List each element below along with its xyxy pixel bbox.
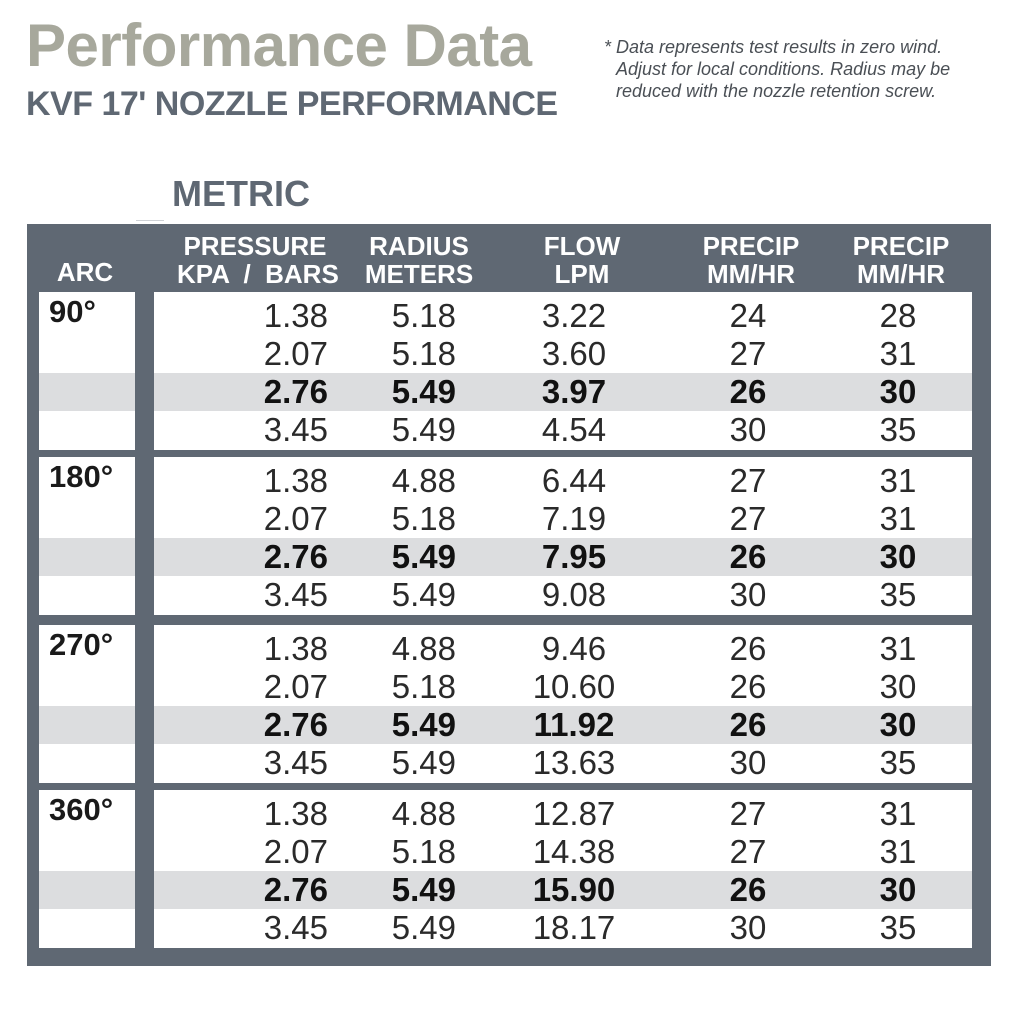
row-highlight <box>39 871 135 909</box>
radius-cell: 5.49 <box>391 909 456 946</box>
pressure-cell: 2.76 <box>263 706 328 743</box>
precip-triangle-cell: 30 <box>879 538 917 575</box>
pressure-cell: 2.07 <box>263 500 328 537</box>
row-highlight <box>39 706 135 744</box>
pressure-cell: 1.38 <box>263 297 328 334</box>
flow-cell: 13.63 <box>532 744 616 781</box>
radius-cell: 5.18 <box>391 335 456 372</box>
radius-cell: 4.88 <box>391 630 456 667</box>
pressure-cell: 1.38 <box>263 462 328 499</box>
radius-cell: 5.18 <box>391 297 456 334</box>
table-row <box>154 297 972 335</box>
header-precip-square: PRECIP MM/HR <box>683 232 819 316</box>
precip-triangle-cell: 28 <box>879 297 917 334</box>
pressure-cell: 2.76 <box>263 871 328 908</box>
radius-cell: 5.18 <box>391 500 456 537</box>
header-flow: FLOW LPM <box>543 231 621 289</box>
precip-square-cell: 26 <box>729 630 767 667</box>
pressure-cell: 2.07 <box>263 335 328 372</box>
precip-triangle-cell: 30 <box>879 706 917 743</box>
precip-triangle-cell: 35 <box>879 411 917 448</box>
precip-square-cell: 26 <box>729 706 767 743</box>
precip-square-cell: 30 <box>729 909 767 946</box>
pressure-cell: 3.45 <box>263 576 328 613</box>
table-row <box>154 706 972 744</box>
precip-triangle-cell: 35 <box>879 909 917 946</box>
arc-label: 180° <box>49 459 114 494</box>
table-row <box>154 373 972 411</box>
radius-cell: 5.49 <box>391 744 456 781</box>
table-row <box>154 871 972 909</box>
precip-square-cell: 27 <box>729 833 767 870</box>
radius-cell: 5.49 <box>391 411 456 448</box>
radius-cell: 5.18 <box>391 668 456 705</box>
precip-triangle-cell: 30 <box>879 373 917 410</box>
header-radius: RADIUS METERS <box>364 231 474 289</box>
precip-square-cell: 26 <box>729 373 767 410</box>
flow-cell: 6.44 <box>541 462 607 499</box>
footnote <box>604 36 1014 102</box>
radius-cell: 4.88 <box>391 795 456 832</box>
precip-triangle-cell: 35 <box>879 576 917 613</box>
flow-cell: 11.92 <box>533 706 615 743</box>
table-row <box>154 500 972 538</box>
flow-cell: 3.60 <box>541 335 607 372</box>
flow-cell: 7.95 <box>541 538 607 575</box>
flow-cell: 9.08 <box>541 576 607 613</box>
pressure-cell: 1.38 <box>263 630 328 667</box>
flow-cell: 3.97 <box>541 373 607 410</box>
precip-triangle-cell: 31 <box>879 833 917 870</box>
arc-cell <box>39 457 135 615</box>
row-highlight <box>39 373 135 411</box>
arc-label: 90° <box>49 294 96 329</box>
header-arc: ARC <box>56 257 114 287</box>
header-divider <box>136 220 164 221</box>
pressure-cell: 3.45 <box>263 909 328 946</box>
radius-cell: 5.18 <box>391 833 456 870</box>
pressure-cell: 3.45 <box>263 411 328 448</box>
table-row <box>154 833 972 871</box>
arc-label: 360° <box>49 792 114 827</box>
data-group <box>154 292 972 450</box>
precip-triangle-cell: 31 <box>879 795 917 832</box>
footnote-line: * Data represents test results in zero wind. <box>604 37 943 57</box>
footnote-line: Adjust for local conditions. Radius may be <box>616 59 951 79</box>
flow-cell: 18.17 <box>532 909 616 946</box>
table-row <box>154 576 972 614</box>
performance-table <box>27 224 991 966</box>
flow-cell: 12.87 <box>532 795 616 832</box>
flow-cell: 15.90 <box>532 871 616 908</box>
page-subtitle: KVF 17' NOZZLE PERFORMANCE <box>26 85 558 123</box>
pressure-cell: 2.76 <box>263 373 328 410</box>
radius-cell: 5.49 <box>391 576 456 613</box>
precip-square-cell: 24 <box>729 297 767 334</box>
data-group <box>154 457 972 615</box>
arc-cell <box>39 790 135 948</box>
precip-square-cell: 26 <box>729 871 767 908</box>
precip-square-cell: 27 <box>729 795 767 832</box>
precip-square-cell: 30 <box>729 576 767 613</box>
table-row <box>154 909 972 947</box>
arc-label: 270° <box>49 627 114 662</box>
flow-cell: 4.54 <box>541 411 607 448</box>
precip-square-cell: 30 <box>729 411 767 448</box>
table-row <box>154 538 972 576</box>
table-row <box>154 462 972 500</box>
precip-square-cell: 27 <box>729 462 767 499</box>
precip-triangle-cell: 30 <box>879 668 917 705</box>
data-group <box>154 625 972 783</box>
flow-cell: 10.60 <box>532 668 616 705</box>
table-row <box>154 744 972 782</box>
precip-triangle-cell: 31 <box>879 462 917 499</box>
pressure-cell: 2.07 <box>263 668 328 705</box>
precip-square-cell: 27 <box>729 500 767 537</box>
page-title: Performance Data <box>26 12 532 79</box>
radius-cell: 4.88 <box>391 462 456 499</box>
pressure-cell: 1.38 <box>263 795 328 832</box>
precip-triangle-cell: 31 <box>879 500 917 537</box>
precip-triangle-cell: 31 <box>879 630 917 667</box>
table-row <box>154 411 972 449</box>
precip-square-cell: 26 <box>729 668 767 705</box>
flow-cell: 9.46 <box>541 630 607 667</box>
precip-triangle-cell: 30 <box>879 871 917 908</box>
unit-system-label: METRIC <box>172 173 310 214</box>
flow-cell: 7.19 <box>541 500 607 537</box>
header-pressure: PRESSURE KPA / BARS <box>177 231 339 289</box>
table-row <box>154 630 972 668</box>
radius-cell: 5.49 <box>391 538 456 575</box>
data-group <box>154 790 972 948</box>
precip-square-cell: 27 <box>729 335 767 372</box>
table-row <box>154 668 972 706</box>
table-row <box>154 335 972 373</box>
table-row <box>154 795 972 833</box>
pressure-cell: 2.76 <box>263 538 328 575</box>
header-precip-triangle: PRECIP MM/HR <box>833 232 969 316</box>
arc-cell <box>39 292 135 450</box>
radius-cell: 5.49 <box>391 373 456 410</box>
footnote-line: reduced with the nozzle retention screw. <box>616 81 937 101</box>
flow-cell: 14.38 <box>532 833 616 870</box>
precip-triangle-cell: 31 <box>879 335 917 372</box>
pressure-cell: 2.07 <box>263 833 328 870</box>
radius-cell: 5.49 <box>391 706 456 743</box>
row-highlight <box>39 538 135 576</box>
arc-cell <box>39 625 135 783</box>
pressure-cell: 3.45 <box>263 744 328 781</box>
precip-square-cell: 26 <box>729 538 767 575</box>
flow-cell: 3.22 <box>541 297 607 334</box>
radius-cell: 5.49 <box>391 871 456 908</box>
precip-square-cell: 30 <box>729 744 767 781</box>
precip-triangle-cell: 35 <box>879 744 917 781</box>
